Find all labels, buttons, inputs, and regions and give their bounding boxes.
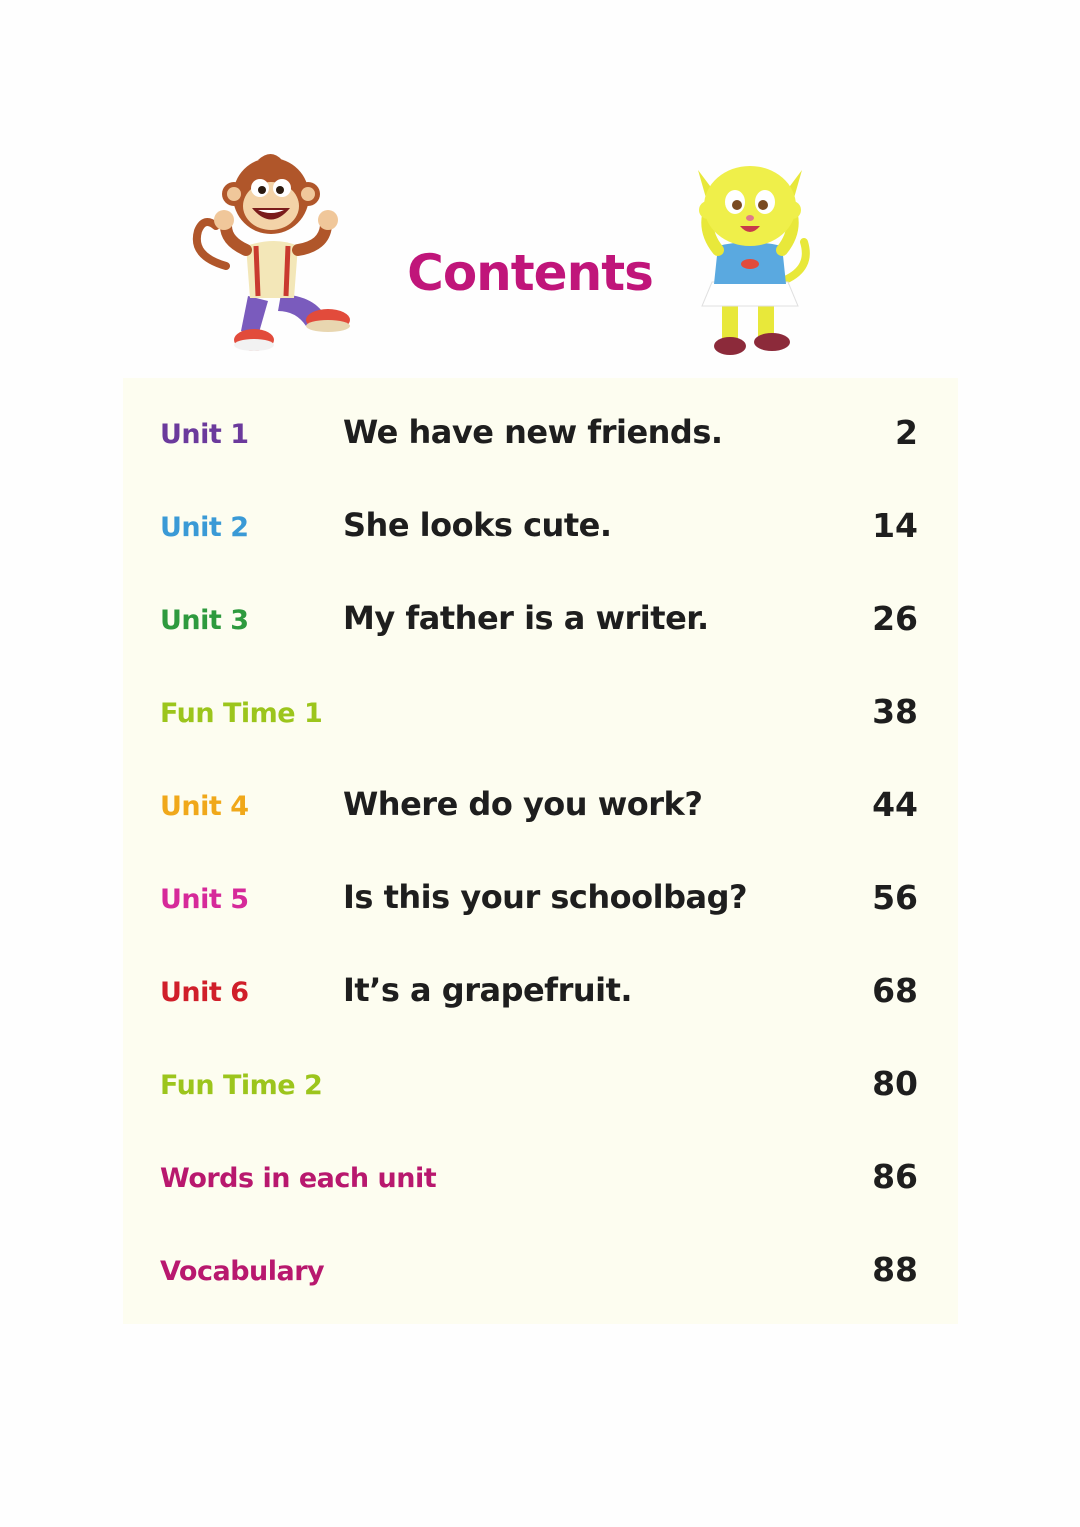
- toc-page-number: 80: [872, 1064, 918, 1103]
- toc-label: Fun Time 2: [160, 1070, 323, 1101]
- contents-panel: [123, 378, 958, 1324]
- cat-illustration: [680, 150, 820, 364]
- toc-label: Words in each unit: [160, 1163, 437, 1194]
- toc-label: Unit 3: [160, 605, 249, 636]
- toc-page-number: 26: [872, 599, 918, 638]
- toc-page-number: 2: [895, 413, 918, 452]
- toc-label: Unit 2: [160, 512, 249, 543]
- toc-row-unit-6[interactable]: [123, 963, 958, 1023]
- toc-row-fun-time-2[interactable]: [123, 1056, 958, 1116]
- toc-label: Unit 5: [160, 884, 249, 915]
- toc-page-number: 68: [872, 971, 918, 1010]
- toc-page-number: 56: [872, 878, 918, 917]
- toc-title: Where do you work?: [343, 785, 703, 823]
- toc-row-fun-time-1[interactable]: [123, 684, 958, 744]
- toc-title: She looks cute.: [343, 506, 612, 544]
- toc-page-number: 38: [872, 692, 918, 731]
- toc-page-number: 14: [872, 506, 918, 545]
- toc-row-unit-4[interactable]: [123, 777, 958, 837]
- toc-page-number: 88: [872, 1250, 918, 1289]
- toc-row-unit-5[interactable]: [123, 870, 958, 930]
- page-title: Contents: [407, 244, 653, 302]
- toc-title: It’s a grapefruit.: [343, 971, 633, 1009]
- toc-page-number: 44: [872, 785, 918, 824]
- monkey-illustration: [186, 146, 366, 358]
- toc-row-vocabulary[interactable]: [123, 1242, 958, 1302]
- toc-title: We have new friends.: [343, 413, 723, 451]
- toc-label: Unit 4: [160, 791, 249, 822]
- toc-label: Unit 1: [160, 419, 249, 450]
- toc-row-unit-2[interactable]: [123, 498, 958, 558]
- toc-row-unit-1[interactable]: [123, 405, 958, 465]
- toc-row-unit-3[interactable]: [123, 591, 958, 651]
- toc-title: Is this your schoolbag?: [343, 878, 748, 916]
- toc-row-words-in-each-unit[interactable]: [123, 1149, 958, 1209]
- toc-page-number: 86: [872, 1157, 918, 1196]
- toc-label: Vocabulary: [160, 1256, 325, 1287]
- toc-title: My father is a writer.: [343, 599, 709, 637]
- toc-label: Unit 6: [160, 977, 249, 1008]
- toc-label: Fun Time 1: [160, 698, 323, 729]
